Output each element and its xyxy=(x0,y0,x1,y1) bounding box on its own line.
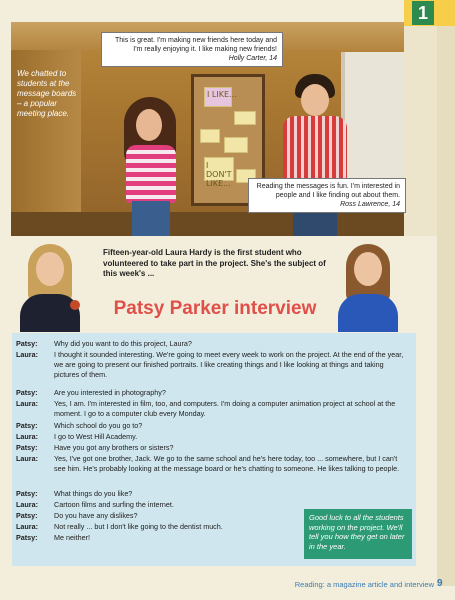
line-text: Yes, I am. I'm interested in film, too, and computers. I'm doing a computer animation project at school at the moment. I go to a computer club every Monday. xyxy=(54,399,396,418)
speaker: Patsy: xyxy=(16,388,38,397)
page-number: 9 xyxy=(437,578,443,589)
line-text: Not really ... but I don't like going to the dentist much. xyxy=(54,522,223,531)
quote-bubble-ross xyxy=(248,178,406,213)
speaker: Laura: xyxy=(16,500,38,509)
closing-note: Good luck to all the students working on the project. We'll tell you how they get on later in the year. xyxy=(304,509,412,559)
line-text: Me neither! xyxy=(54,533,90,542)
face xyxy=(354,252,382,286)
jeans xyxy=(132,201,170,236)
speaker: Laura: xyxy=(16,350,38,359)
quote-author: Ross Lawrence, 14 xyxy=(340,201,400,208)
board-note-dislike: I DON'T LIKE... xyxy=(206,161,232,188)
line-text: Which school do you go to? xyxy=(54,421,143,430)
face xyxy=(136,109,162,141)
board-note xyxy=(234,111,256,125)
interviewer-photo xyxy=(14,240,86,330)
speaker: Patsy: xyxy=(16,489,38,498)
speaker: Patsy: xyxy=(16,511,38,520)
line-text: Have you got any brothers or sisters? xyxy=(54,443,174,452)
interviewee-photo xyxy=(332,240,404,330)
side-margin xyxy=(404,26,437,236)
board-note xyxy=(200,129,220,143)
side-strip xyxy=(437,26,455,586)
face xyxy=(301,84,329,116)
board-note xyxy=(224,137,248,153)
checked-shirt xyxy=(283,116,347,186)
heading-box xyxy=(102,294,328,324)
quote-author: Holly Carter, 14 xyxy=(228,55,277,62)
speaker: Laura: xyxy=(16,522,38,531)
photo-caption: We chatted to students at the message boards – a popular meeting place. xyxy=(17,69,77,118)
speaker: Patsy: xyxy=(16,443,38,452)
quote-text: This is great. I'm making new friends here today and I'm really enjoying it. I like making new friends! xyxy=(114,37,277,53)
line-text: I go to West Hill Academy. xyxy=(54,432,138,441)
quote-text: Reading the messages is fun. I'm interested in people and I like finding out about them. xyxy=(256,183,400,199)
microphone-icon xyxy=(70,300,80,310)
striped-top xyxy=(126,145,176,203)
interview-heading: Patsy Parker interview xyxy=(113,298,317,319)
speaker: Patsy: xyxy=(16,339,38,348)
line-text: Cartoon films and surfing the internet. xyxy=(54,500,174,509)
top xyxy=(338,294,398,332)
line-text: I thought it sounded interesting. We're going to meet every week to work on the project. At the end of the year, we are going to present our finished portraits. I like creating things and I like looking at things and taking pictures of them. xyxy=(54,350,404,379)
unit-number-badge: 1 xyxy=(412,1,434,25)
girl-figure xyxy=(116,97,186,236)
jacket xyxy=(20,294,80,332)
line-text: What things do you like? xyxy=(54,489,133,498)
intro-text: Fifteen-year-old Laura Hardy is the first student who volunteered to take part in the project. She's the subject of this week's ... xyxy=(103,248,326,278)
speaker: Laura: xyxy=(16,454,38,463)
line-text: Are you interested in photography? xyxy=(54,388,166,397)
footer-text: Reading: a magazine article and interview xyxy=(294,580,434,589)
speaker: Laura: xyxy=(16,399,38,408)
face xyxy=(36,252,64,286)
speaker: Patsy: xyxy=(16,533,38,542)
line-text: Yes, I've got one brother, Jack. We go to the same school and he's here today, too ... somewhere, but I can't see him. He's probably looking at the message board or he's chatting to someone. He likes talking to people. xyxy=(54,454,400,473)
line-text: Why did you want to do this project, Laura? xyxy=(54,339,192,348)
line-text: Do you have any dislikes? xyxy=(54,511,138,520)
quote-bubble-holly xyxy=(101,32,283,67)
board-note-like: I LIKE... xyxy=(207,90,237,99)
speaker: Patsy: xyxy=(16,421,38,430)
speaker: Laura: xyxy=(16,432,38,441)
